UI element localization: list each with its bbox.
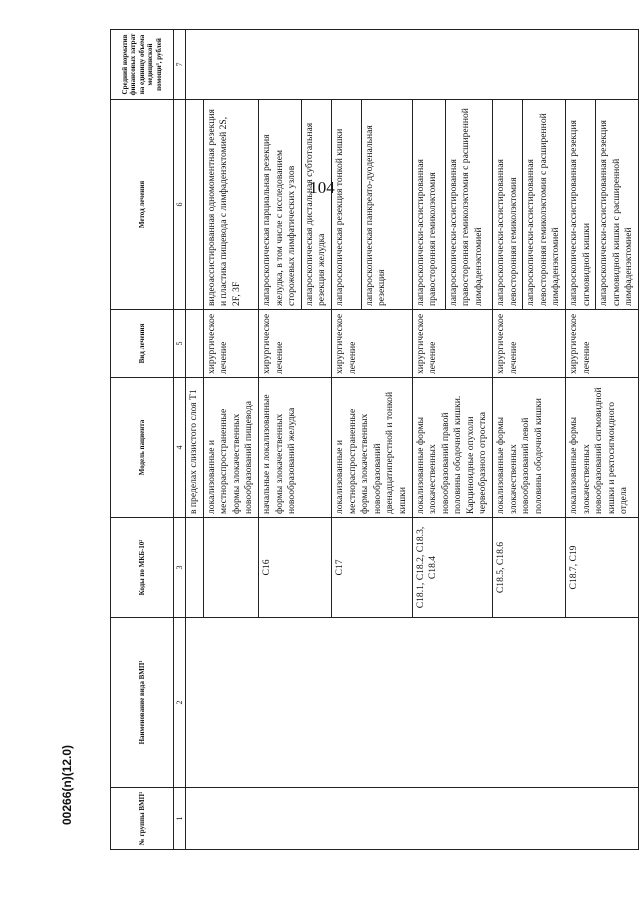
treatment-method-cell: лапароскопически-ассистированная левосторонняя гемиколэктомия с расширенной лимфаденэктомией <box>523 100 566 310</box>
header-patient-model: Модель пациента <box>111 378 174 518</box>
treatment-type-cell: хирургическое лечение <box>331 310 412 378</box>
treatment-type-cell: хирургическое лечение <box>412 310 493 378</box>
rotated-table-container <box>110 30 635 850</box>
column-number: 3 <box>174 518 186 618</box>
treatment-type-cell <box>186 310 204 378</box>
vmp-table <box>110 29 639 850</box>
treatment-method-cell: лапароскопическая панкреато-дуоденальная резекция <box>361 100 412 310</box>
patient-model-cell: начальные и локализованные формы злокачественных новообразований желудка <box>258 378 331 518</box>
header-treatment-method: Метод лечения <box>111 100 174 310</box>
icd-code-cell <box>203 518 258 618</box>
column-number: 4 <box>174 378 186 518</box>
header-row <box>111 30 174 850</box>
icd-code-cell: C16 <box>258 518 331 618</box>
treatment-type-cell: хирургическое лечение <box>203 310 258 378</box>
icd-code-cell: C17 <box>331 518 412 618</box>
column-number: 1 <box>174 788 186 850</box>
icd-code-cell: C18.5, C18.6 <box>493 518 566 618</box>
document-code: 00266(n)(12.0) <box>60 744 74 825</box>
patient-model-cell: в пределах слизистого слоя T1 <box>186 378 204 518</box>
treatment-method-cell: лапароскопически-ассистированная резекция сигмовидной кишки с расширенной лимфаденэктомией <box>596 100 639 310</box>
treatment-method-cell: лапароскопическая парциальная резекция желудка, в том числе с исследованием сторожевых лимфатических узлов <box>258 100 301 310</box>
header-vmp-name: Наименование вида ВМП¹ <box>111 618 174 788</box>
treatment-method-cell: лапароскопическая дистальная субтотальная резекция желудка <box>301 100 331 310</box>
treatment-method-cell <box>186 100 204 310</box>
column-number-row <box>174 30 186 850</box>
patient-model-cell: локализованные и местнораспространенные формы злокачественных новообразований пищевода <box>203 378 258 518</box>
treatment-method-cell: лапароскопически-ассистированная резекция сигмовидной кишки <box>566 100 596 310</box>
header-cost-norm: Средний норматив финансовых затрат на единицу объема медицинской помощи³, рублей <box>111 30 174 100</box>
treatment-method-cell: лапароскопическая резекция тонкой кишки <box>331 100 361 310</box>
table-row <box>186 30 204 850</box>
group-number-cell <box>186 788 639 850</box>
page-number: 104 <box>309 178 335 197</box>
header-treatment-type: Вид лечения <box>111 310 174 378</box>
column-number: 2 <box>174 618 186 788</box>
patient-model-cell: локализованные формы злокачественных новообразований левой половины ободочной кишки <box>493 378 566 518</box>
treatment-method-cell: видеоассистированная одномоментная резекция и пластика пищевода с лимфаденэктомией 2S, 2F, 3F <box>203 100 258 310</box>
cost-norm-cell <box>186 30 639 100</box>
icd-code-cell <box>186 518 204 618</box>
treatment-type-cell: хирургическое лечение <box>566 310 639 378</box>
header-icd-codes: Коды по МКБ-10² <box>111 518 174 618</box>
icd-code-cell: C18.1, C18.2, C18.3, C18.4 <box>412 518 493 618</box>
treatment-type-cell: хирургическое лечение <box>493 310 566 378</box>
column-number: 6 <box>174 100 186 310</box>
header-group-number: № группы ВМП¹ <box>111 788 174 850</box>
column-number: 5 <box>174 310 186 378</box>
treatment-method-cell: лапароскопически-ассистированная правосторонняя гемиколэктомия с расширенной лимфаденэктомией <box>445 100 492 310</box>
column-number: 7 <box>174 30 186 100</box>
treatment-method-cell: лапароскопически-ассистированная левосторонняя гемиколэктомия <box>493 100 523 310</box>
patient-model-cell: локализованные формы злокачественных новообразований правой половины ободочной кишки. Карциноидные опухоли червеобразного отростка <box>412 378 493 518</box>
vmp-name-cell <box>186 618 639 788</box>
icd-code-cell: C18.7, C19 <box>566 518 639 618</box>
treatment-method-cell: лапароскопически-ассистированная правосторонняя гемиколэктомия <box>412 100 445 310</box>
treatment-type-cell: хирургическое лечение <box>258 310 331 378</box>
patient-model-cell: локализованные формы злокачественных новообразований сигмовидной кишки и ректосигмоидного отдела <box>566 378 639 518</box>
patient-model-cell: локализованные и местнораспространенные формы злокачественных новообразований двенадцатиперстной и тонкой кишки <box>331 378 412 518</box>
